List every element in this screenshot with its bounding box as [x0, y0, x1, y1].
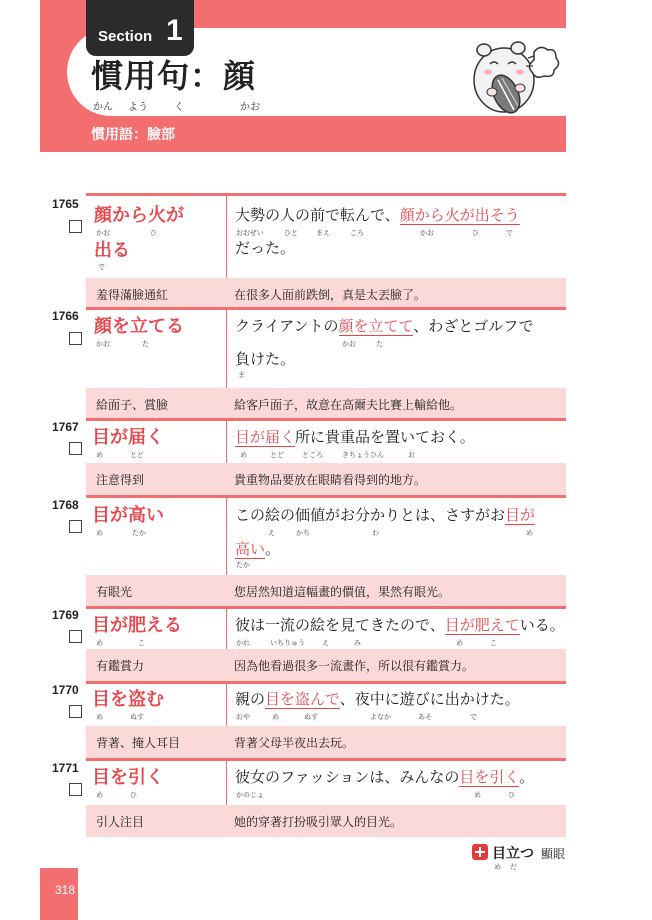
translation-text: 在很多人面前跌倒，真是太丟臉了。 [234, 288, 427, 302]
idiom-ruby: め [96, 791, 103, 799]
example-ruby: わ [372, 529, 379, 537]
translation-text: 她的穿著打扮吸引眾人的目光。 [234, 815, 403, 829]
example-text: 、夜中に遊びに出かけた。 [339, 690, 520, 708]
example-highlight: 目が [505, 506, 536, 524]
idiom-ruby: たか [132, 529, 146, 537]
example-ruby: かお [342, 340, 356, 348]
example-highlight: 顔を立てて [338, 317, 414, 335]
entry-number: 1766 [52, 309, 79, 323]
idiom-ruby: かお [96, 229, 110, 237]
entry-top-rule [86, 418, 566, 421]
example-ruby: おや [236, 713, 250, 721]
chinese-meaning: 羞得滿臉通紅 [96, 288, 169, 302]
translation-row [86, 649, 566, 681]
example-ruby: め [240, 451, 247, 459]
entry-checkbox[interactable] [69, 783, 82, 796]
entry-checkbox[interactable] [69, 520, 82, 533]
example-ruby: え [322, 639, 329, 647]
example-highlight: 目が肥えて [444, 616, 520, 634]
idiom-ruby: ひ [130, 791, 137, 799]
example-text: この絵の価値がお分かりとは、さすがお [235, 506, 506, 524]
translation-text: 給客戶面子，故意在高爾夫比賽上輸給他。 [234, 398, 463, 412]
example-ruby: こ [490, 639, 497, 647]
idiom-ruby: とど [130, 451, 144, 459]
entry-top-rule [86, 307, 566, 310]
related-word: 目立つ [492, 846, 534, 862]
example-sentence [235, 767, 534, 787]
entry-checkbox[interactable] [69, 442, 82, 455]
example-ruby: とど [270, 451, 284, 459]
entry-checkbox[interactable] [69, 630, 82, 643]
example-text: 彼女のファッションは、みんなの [235, 768, 460, 786]
section-number: 1 [166, 14, 183, 47]
idiom-ruby: た [142, 340, 149, 348]
example-ruby: きちょうひん [342, 451, 384, 459]
translation-row [86, 805, 566, 837]
example-highlight: 顔から火が出そう [399, 206, 520, 224]
example-text: 大勢の人の前で転んで、 [235, 206, 400, 224]
example-ruby: め [456, 639, 463, 647]
page-subtitle: 慣用語：臉部 [91, 127, 175, 143]
example-ruby: あそ [418, 713, 432, 721]
hamster-mascot-icon [462, 28, 562, 118]
example-sentence: 負けた。 [235, 350, 296, 368]
entry-top-rule [86, 758, 566, 761]
title-ruby: かん [93, 102, 113, 113]
idiom-ruby: ひ [150, 229, 157, 237]
example-text: 親の [235, 690, 266, 708]
example-ruby: まえ [316, 229, 330, 237]
example-text: 所に貴重品を置いておく。 [295, 428, 475, 446]
example-sentence [235, 205, 520, 225]
example-sentence [235, 689, 520, 709]
idiom-text: 目が届く [92, 427, 164, 448]
example-ruby: ひ [508, 791, 515, 799]
idiom-ruby: め [96, 529, 103, 537]
entry-number: 1769 [52, 608, 79, 622]
example-highlight: 目が届く [235, 428, 296, 446]
translation-row [86, 278, 566, 310]
entry-number: 1765 [52, 197, 79, 211]
example-ruby: ま [238, 371, 245, 379]
chinese-meaning: 有鑑賞力 [96, 659, 145, 673]
example-ruby: で [470, 713, 477, 721]
example-sentence [235, 316, 534, 336]
example-ruby: ころ [350, 229, 364, 237]
example-highlight: 高い [235, 540, 266, 558]
page-number: 318 [55, 883, 76, 897]
chinese-meaning: 給面子、賞臉 [96, 398, 169, 412]
related-ruby: だ [510, 863, 517, 871]
idiom-text: 目が肥える [92, 615, 182, 636]
example-ruby: かれ [236, 639, 250, 647]
entry-number: 1768 [52, 498, 79, 512]
title-ruby: よう [128, 102, 148, 113]
entry-top-rule [86, 681, 566, 684]
entry-checkbox[interactable] [69, 220, 82, 233]
example-ruby: たか [236, 561, 250, 569]
example-ruby: め [474, 791, 481, 799]
idiom-text: 顔を立てる [94, 316, 184, 337]
plus-icon [472, 844, 488, 860]
idiom-text: 目が高い [92, 505, 164, 526]
example-ruby: おおぜい [236, 229, 264, 237]
example-ruby: よなか [370, 713, 391, 721]
idiom-ruby: かお [96, 340, 110, 348]
idiom-ruby: ぬす [130, 713, 144, 721]
example-ruby: え [268, 529, 275, 537]
entry-top-rule [86, 193, 566, 196]
example-sentence [235, 615, 565, 635]
idiom-text: 目を引く [92, 767, 164, 788]
section-label: Section [98, 28, 153, 45]
example-text: 彼は一流の絵を見てきたので、 [235, 616, 445, 634]
entry-number: 1771 [52, 761, 79, 775]
example-ruby: かお [420, 229, 434, 237]
example-ruby: で [506, 229, 513, 237]
idiom-ruby: め [96, 451, 103, 459]
entry-number: 1767 [52, 420, 79, 434]
title-ruby: かお [240, 102, 260, 113]
example-sentence: だった。 [235, 239, 296, 257]
page-title: 慣用句：顔 [91, 57, 257, 95]
translation-row [86, 388, 566, 420]
chinese-meaning: 注意得到 [96, 473, 145, 487]
idiom-text: 目を盗む [92, 689, 164, 710]
related-translation: 顯眼 [541, 847, 566, 861]
example-ruby: ところ [302, 451, 323, 459]
example-ruby: た [376, 340, 383, 348]
translation-text: 貴重物品要放在眼睛看得到的地方。 [234, 473, 427, 487]
translation-row [86, 726, 566, 758]
example-ruby: ぬす [304, 713, 318, 721]
example-ruby: め [272, 713, 279, 721]
example-highlight: 目を引く [459, 768, 520, 786]
chinese-meaning: 有眼光 [96, 585, 133, 599]
translation-text: 背著父母半夜出去玩。 [234, 736, 355, 750]
idiom-ruby: め [96, 713, 103, 721]
idiom-text: 出る [94, 240, 130, 261]
idiom-ruby: め [96, 639, 103, 647]
idiom-ruby: こ [138, 639, 145, 647]
example-ruby: かのじょ [236, 791, 264, 799]
entry-checkbox[interactable] [69, 705, 82, 718]
example-text: いる。 [519, 616, 565, 634]
idiom-ruby: で [98, 263, 105, 271]
entry-number: 1770 [52, 683, 79, 697]
example-ruby: ひ [472, 229, 479, 237]
example-sentence [235, 539, 280, 559]
chinese-meaning: 引人注目 [96, 815, 145, 829]
example-text: 、わざとゴルフで [413, 317, 534, 335]
example-sentence [235, 427, 475, 447]
example-ruby: め [526, 529, 533, 537]
title-ruby: く [174, 102, 184, 113]
translation-text: 因為他看過很多一流畫作，所以很有鑑賞力。 [234, 659, 475, 673]
entry-top-rule [86, 606, 566, 609]
translation-text: 您居然知道這幅畫的價值，果然有眼光。 [234, 585, 451, 599]
example-ruby: お [408, 451, 415, 459]
example-text: クライアントの [235, 317, 339, 335]
example-ruby: かち [296, 529, 310, 537]
example-ruby: み [354, 639, 361, 647]
entry-top-rule [86, 495, 566, 498]
example-text: 。 [519, 768, 535, 786]
example-highlight: 目を盗んで [265, 690, 340, 708]
example-text: 。 [265, 540, 281, 558]
related-ruby: め [494, 863, 501, 871]
entry-checkbox[interactable] [69, 332, 82, 345]
section-tab [86, 0, 194, 56]
example-sentence [235, 505, 535, 525]
translation-row [86, 463, 566, 495]
idiom-text: 顔から火が [94, 205, 184, 226]
chinese-meaning: 背著、掩人耳目 [96, 736, 181, 750]
translation-row [86, 575, 566, 607]
example-ruby: ひと [284, 229, 298, 237]
example-ruby: いちりゅう [270, 639, 305, 647]
